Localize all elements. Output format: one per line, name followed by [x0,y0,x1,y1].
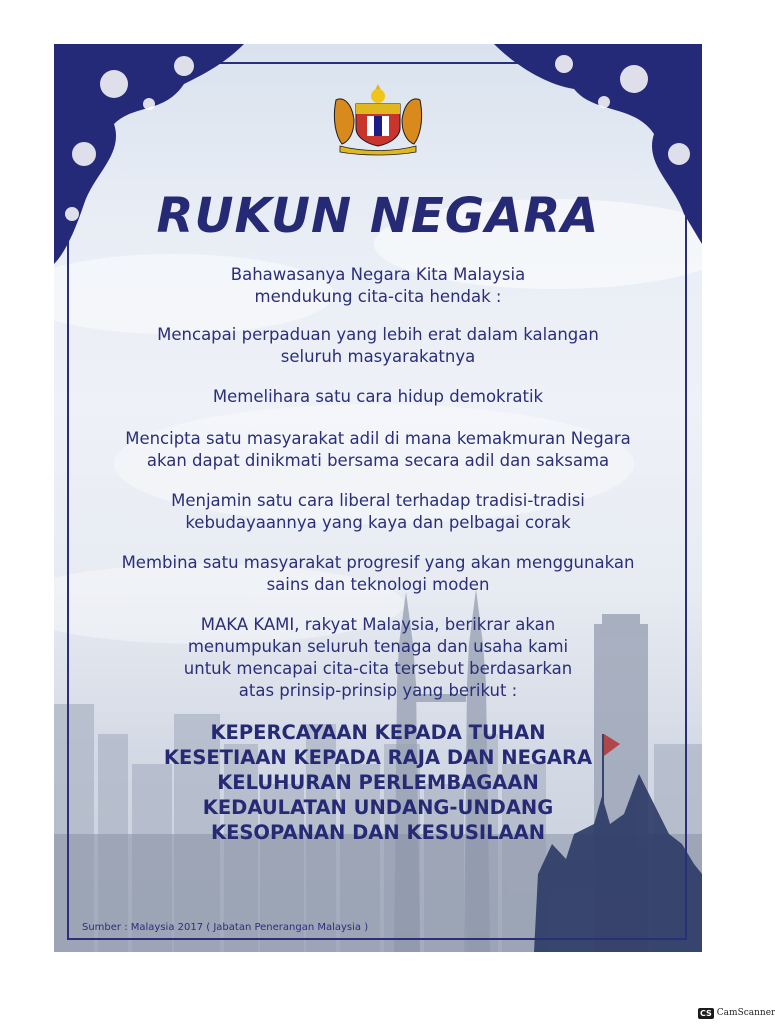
camscanner-logo-icon: CS [700,1008,712,1018]
intro-paragraph: Bahawasanya Negara Kita Malaysia mendukung cita-cita hendak : [230,265,526,306]
principle-5: KESOPANAN DAN KESUSILAAN [210,821,546,844]
rukun-negara-poster [54,44,702,952]
principles-list [94,720,662,845]
aim-2: Memelihara satu cara hidup demokratik [212,387,544,406]
pledge-paragraph: MAKA KAMI, rakyat Malaysia, berikrar akan menumpukan seluruh tenaga dan usaha kami untuk mencapai cita-cita tersebut berdasarkan atas prinsip-prinsip yang berikut : [183,615,573,700]
aim-5: Membina satu masyarakat progresif yang akan menggunakan sains dan teknologi moden [121,553,635,594]
camscanner-label: CamScanner [716,1008,775,1018]
aim-4: Menjamin satu cara liberal terhadap tradisi-tradisi kebudayaannya yang kaya dan pelbagai corak [171,491,585,532]
principle-2: KESETIAAN KEPADA RAJA DAN NEGARA [163,746,593,769]
source-note: Sumber : Malaysia 2017 ( Jabatan Penerangan Malaysia ) [82,922,369,933]
poster-title: RUKUN NEGARA [156,188,600,244]
camscanner-watermark [698,1006,775,1020]
coat-of-arms-icon [322,80,434,156]
principle-1: KEPERCAYAAN KEPADA TUHAN [210,721,546,744]
principle-4: KEDAULATAN UNDANG-UNDANG [202,796,554,819]
aim-3: Mencipta satu masyarakat adil di mana kemakmuran Negara akan dapat dinikmati bersama secara adil dan saksama [125,429,631,470]
aim-1: Mencapai perpaduan yang lebih erat dalam kalangan seluruh masyarakatnya [157,325,599,366]
principle-3: KELUHURAN PERLEMBAGAAN [217,771,539,794]
